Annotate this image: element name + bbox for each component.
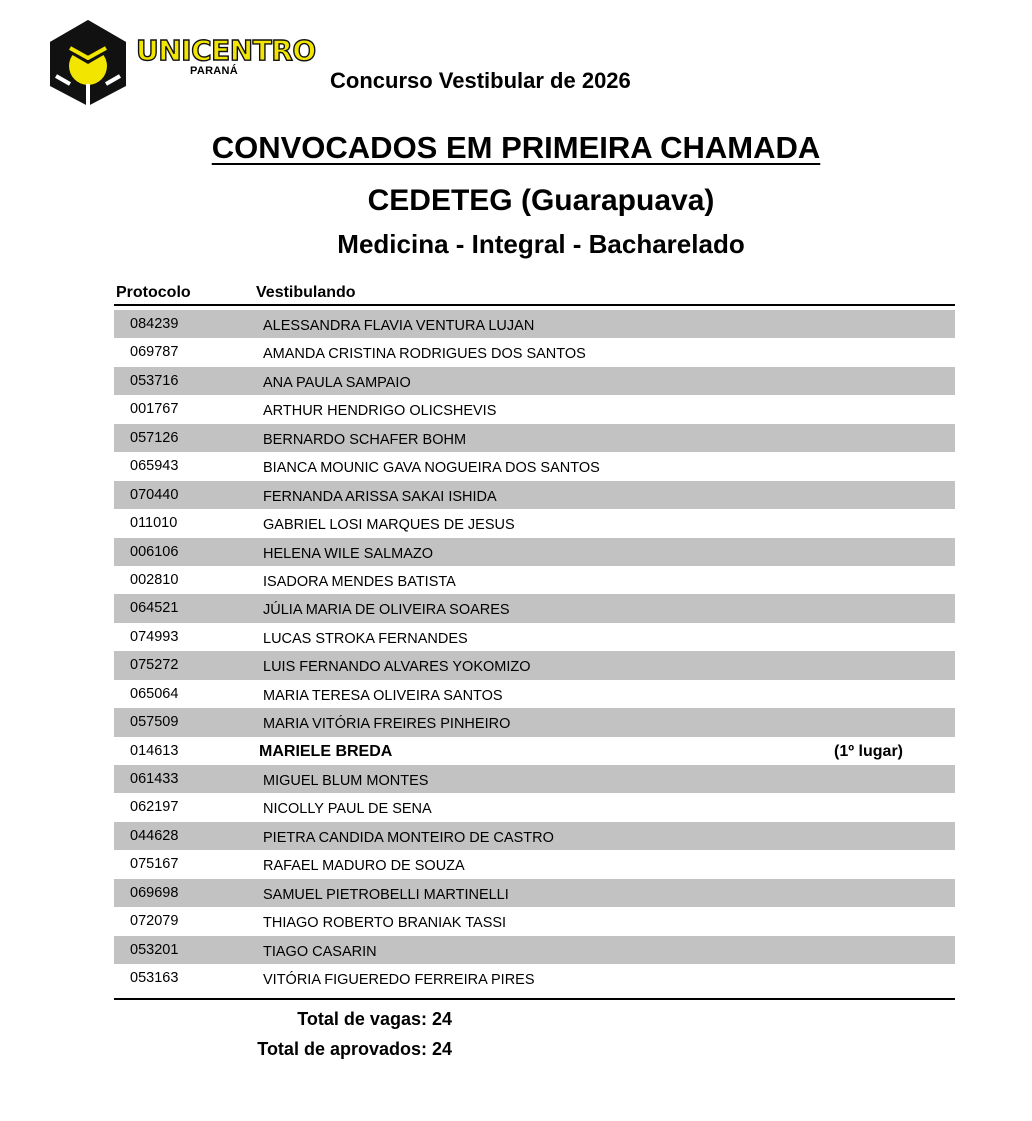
- protocol-cell: 014613: [130, 742, 179, 759]
- header-divider: [114, 304, 955, 306]
- brand-name: UNICENTRO: [136, 34, 316, 67]
- table-row: [114, 680, 955, 708]
- protocol-cell: 001767: [130, 401, 179, 418]
- protocol-cell: 057126: [130, 429, 179, 446]
- table-row: [114, 822, 955, 850]
- course-title: Medicina - Integral - Bacharelado: [337, 229, 745, 259]
- protocol-cell: 064521: [130, 600, 179, 617]
- protocol-cell: 069698: [130, 884, 179, 901]
- candidate-name-cell: MARIA TERESA OLIVEIRA SANTOS: [263, 687, 503, 704]
- table-row: [114, 708, 955, 736]
- candidate-name-cell: MIGUEL BLUM MONTES: [263, 773, 429, 789]
- table-row: [114, 907, 955, 935]
- table-row: [114, 651, 955, 679]
- protocol-cell: 062197: [130, 799, 179, 816]
- candidate-name-cell: AMANDA CRISTINA RODRIGUES DOS SANTOS: [263, 346, 586, 363]
- column-header-protocol: Protocolo: [116, 284, 191, 301]
- protocol-cell: 084239: [130, 316, 179, 332]
- protocol-cell: 053163: [130, 970, 179, 987]
- table-row: [114, 850, 955, 878]
- candidate-name-cell: VITÓRIA FIGUEREDO FERREIRA PIRES: [263, 972, 535, 989]
- page-title-text: CONVOCADOS EM PRIMEIRA CHAMADA: [211, 130, 821, 165]
- candidate-name-cell: LUCAS STROKA FERNANDES: [263, 630, 468, 647]
- candidate-name-cell: JÚLIA MARIA DE OLIVEIRA SOARES: [263, 602, 510, 619]
- protocol-cell: 072079: [130, 913, 179, 930]
- protocol-cell: 061433: [130, 771, 179, 787]
- candidate-name-cell: PIETRA CANDIDA MONTEIRO DE CASTRO: [263, 829, 554, 846]
- protocol-cell: 075272: [130, 657, 179, 674]
- table-row: [114, 395, 955, 423]
- candidate-name-cell: RAFAEL MADURO DE SOUZA: [263, 858, 465, 875]
- column-header-candidate: Vestibulando: [256, 284, 356, 301]
- candidate-name-cell: ANA PAULA SAMPAIO: [263, 374, 411, 391]
- brand-state: PARANÁ: [190, 65, 239, 77]
- table-row: [114, 737, 955, 765]
- protocol-cell: 006106: [130, 543, 179, 560]
- candidate-name-cell: LUIS FERNANDO ALVARES YOKOMIZO: [263, 659, 531, 676]
- table-row: [114, 793, 955, 821]
- candidate-name-cell: GABRIEL LOSI MARQUES DE JESUS: [263, 517, 515, 534]
- table-row: [114, 424, 955, 452]
- protocol-cell: 053201: [130, 941, 179, 958]
- table-row: [114, 936, 955, 964]
- total-vacancies: Total de vagas: 24: [297, 1009, 452, 1029]
- total-approved: Total de aprovados: 24: [257, 1039, 452, 1059]
- candidate-name-cell: ARTHUR HENDRIGO OLICSHEVIS: [263, 403, 497, 420]
- unicentro-logo-icon: [46, 18, 130, 108]
- protocol-cell: 075167: [130, 856, 179, 873]
- protocol-cell: 070440: [130, 486, 179, 503]
- candidate-name-cell: ALESSANDRA FLAVIA VENTURA LUJAN: [263, 318, 535, 334]
- candidate-name-cell: MARIA VITÓRIA FREIRES PINHEIRO: [263, 716, 511, 733]
- table-row: [114, 566, 955, 594]
- ranking-label: (1º lugar): [834, 742, 903, 760]
- candidate-name-cell: ISADORA MENDES BATISTA: [263, 573, 456, 590]
- table-row: [114, 879, 955, 907]
- table-row: [114, 964, 955, 992]
- candidate-name-cell: TIAGO CASARIN: [263, 943, 377, 960]
- table-row: [114, 481, 955, 509]
- table-row: [114, 623, 955, 651]
- candidate-table: [114, 310, 955, 993]
- protocol-cell: 065064: [130, 685, 179, 702]
- candidate-name-cell: HELENA WILE SALMAZO: [263, 545, 434, 562]
- contest-title: Concurso Vestibular de 2026: [330, 68, 631, 93]
- table-row: [114, 765, 955, 793]
- campus-title: CEDETEG (Guarapuava): [367, 184, 715, 217]
- brand-logo-text: [136, 34, 316, 77]
- table-row: [114, 452, 955, 480]
- candidate-name-cell: SAMUEL PIETROBELLI MARTINELLI: [263, 886, 509, 903]
- protocol-cell: 074993: [130, 628, 179, 645]
- protocol-cell: 065943: [130, 458, 179, 475]
- candidate-name-cell: BIANCA MOUNIC GAVA NOGUEIRA DOS SANTOS: [263, 460, 600, 477]
- table-row: [114, 338, 955, 366]
- page-title: [0, 130, 1032, 166]
- table-row: [114, 367, 955, 395]
- footer-divider: [114, 998, 955, 1000]
- table-row: [114, 594, 955, 622]
- table-row: [114, 538, 955, 566]
- candidate-name-cell: BERNARDO SCHAFER BOHM: [263, 431, 467, 448]
- protocol-cell: 002810: [130, 571, 179, 588]
- protocol-cell: 053716: [130, 372, 179, 389]
- protocol-cell: 069787: [130, 344, 179, 361]
- protocol-cell: 011010: [130, 515, 178, 532]
- candidate-name-cell: NICOLLY PAUL DE SENA: [263, 801, 432, 818]
- candidate-name-cell: FERNANDA ARISSA SAKAI ISHIDA: [263, 488, 497, 505]
- protocol-cell: 057509: [130, 714, 179, 731]
- protocol-cell: 044628: [130, 827, 179, 844]
- table-row: [114, 310, 955, 338]
- candidate-name-cell: THIAGO ROBERTO BRANIAK TASSI: [263, 915, 507, 932]
- table-row: [114, 509, 955, 537]
- candidate-name-cell: MARIELE BREDA: [259, 742, 393, 760]
